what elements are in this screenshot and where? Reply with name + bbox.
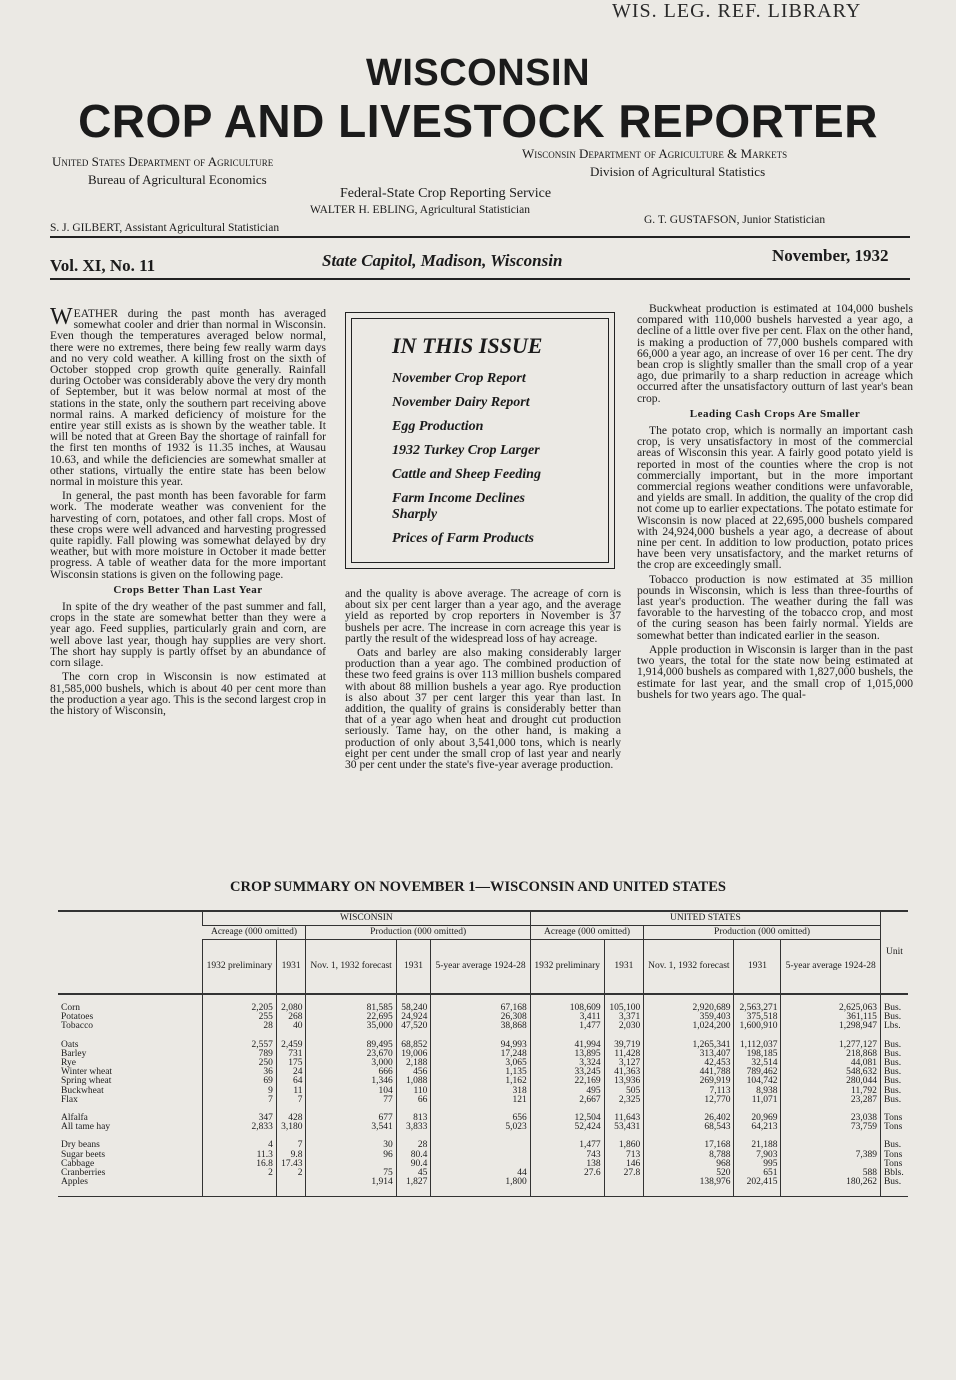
cell-wa31: 64 (276, 1077, 306, 1086)
cell-up31: 2,563,271 (734, 1004, 781, 1013)
crop-table-body (58, 994, 908, 1197)
cell-wavg: 26,308 (431, 1013, 530, 1022)
cell-wa32: 28 (203, 1022, 277, 1031)
cell-uavg: 180,262 (781, 1178, 880, 1187)
cell-uavg: 7,389 (781, 1151, 880, 1160)
cell-wp31: 456 (396, 1068, 431, 1077)
table-row (58, 1096, 908, 1105)
cell-wa31: 9.8 (276, 1151, 306, 1160)
cell-wavg: 318 (431, 1087, 530, 1096)
cell-ua32: 13,895 (530, 1050, 604, 1059)
unit-cell: Tons (880, 1123, 908, 1132)
cell-uavg: 11,792 (781, 1087, 880, 1096)
table-header-row-1 (58, 911, 908, 926)
cell-uavg: 588 (781, 1169, 880, 1178)
issue-item-cattle-sheep: Cattle and Sheep Feeding (392, 467, 541, 482)
cell-ua32: 743 (530, 1151, 604, 1160)
corn-crop-paragraph: The corn crop in Wisconsin is now estimated at 81,585,000 bushels, which is about 40 per cent more than the production a year ago. This is the second largest crop in the history of Wisconsin, (50, 670, 326, 717)
crop-summary-title: CROP SUMMARY ON NOVEMBER 1—WISCONSIN AND UNITED STATES (230, 879, 726, 895)
table-row (58, 1059, 908, 1068)
cell-up31: 32,514 (734, 1059, 781, 1068)
cell-wa31: 7 (276, 1141, 306, 1150)
cash-crops-heading: Leading Cash Crops Are Smaller (689, 407, 861, 420)
statistician-label: WALTER H. EBLING, Agricultural Statistician (310, 204, 530, 216)
cell-ua32: 138 (530, 1160, 604, 1169)
cell-ua32: 41,994 (530, 1041, 604, 1050)
us-acreage-header: Acreage (000 omitted) (530, 926, 643, 940)
cell-wa32: 347 (203, 1114, 277, 1123)
cell-ua32: 1,477 (530, 1022, 604, 1031)
cell-ua32: 495 (530, 1087, 604, 1096)
wi-production-header: Production (000 omitted) (306, 926, 530, 940)
crop-summary-table (58, 910, 908, 1197)
crop-name: Sugar beets (61, 1149, 106, 1160)
table-row (58, 1004, 908, 1013)
cell-wa31: 268 (276, 1013, 306, 1022)
cell-wp31: 47,520 (396, 1022, 431, 1031)
cell-wa32: 16.8 (203, 1160, 277, 1169)
cell-wa32: 36 (203, 1068, 277, 1077)
unit-cell: Tons (880, 1151, 908, 1160)
cell-wavg (431, 1151, 530, 1160)
masthead-rule-top (50, 236, 910, 238)
cell-up31: 1,112,037 (734, 1041, 781, 1050)
unit-cell: Bus. (880, 1178, 908, 1187)
cell-uavg: 73,759 (781, 1123, 880, 1132)
table-row (58, 1123, 908, 1132)
cell-wp32: 96 (306, 1151, 396, 1160)
cell-wa31: 731 (276, 1050, 306, 1059)
cell-up32: 1,265,341 (644, 1041, 734, 1050)
cell-wa31: 428 (276, 1114, 306, 1123)
table-row (58, 1041, 908, 1050)
cell-wavg (431, 1141, 530, 1150)
cell-uavg: 2,625,063 (781, 1004, 880, 1013)
crop-name: Spring wheat (61, 1076, 112, 1087)
crop-name: Barley (61, 1048, 87, 1059)
crop-name: All tame hay (61, 1122, 111, 1133)
table-row (58, 1087, 908, 1096)
cell-wavg: 656 (431, 1114, 530, 1123)
group-spacer (58, 1032, 908, 1041)
cell-up31: 995 (734, 1160, 781, 1169)
library-stamp: WIS. LEG. REF. LIBRARY (612, 0, 862, 22)
cell-wa31: 2,080 (276, 1004, 306, 1013)
cell-up32: 520 (644, 1169, 734, 1178)
cell-uavg: 1,277,127 (781, 1041, 880, 1050)
us-production-avg-header: 5-year average 1924-28 (781, 940, 880, 994)
cell-up31: 11,071 (734, 1096, 781, 1105)
cell-wa32: 69 (203, 1077, 277, 1086)
cell-wa32: 9 (203, 1087, 277, 1096)
cell-wa31: 2 (276, 1169, 306, 1178)
cell-wa32: 2,557 (203, 1041, 277, 1050)
unit-cell: Bus. (880, 1004, 908, 1013)
cell-up31: 8,938 (734, 1087, 781, 1096)
group-spacer (58, 1105, 908, 1114)
cell-wp31: 3,833 (396, 1123, 431, 1132)
cell-wa31: 17.43 (276, 1160, 306, 1169)
unit-cell: Bus. (880, 1087, 908, 1096)
issue-item-turkey-crop: 1932 Turkey Crop Larger (392, 443, 540, 458)
table-end (58, 1187, 908, 1197)
cell-up32: 138,976 (644, 1178, 734, 1187)
cell-ua32: 33,245 (530, 1068, 604, 1077)
cell-uavg: 23,287 (781, 1096, 880, 1105)
drop-cap: W (50, 304, 73, 330)
cell-wp32: 3,541 (306, 1123, 396, 1132)
cell-ua31: 11,428 (604, 1050, 644, 1059)
cell-up32: 269,919 (644, 1077, 734, 1086)
wisconsin-dept-label: Wisconsin Department of Agriculture & Markets (522, 146, 788, 161)
unit-cell: Bbls. (880, 1169, 908, 1178)
cell-wp32: 1,346 (306, 1077, 396, 1086)
cell-wa31: 7 (276, 1096, 306, 1105)
location-line: State Capitol, Madison, Wisconsin (322, 251, 563, 270)
cell-wp31: 1,088 (396, 1077, 431, 1086)
issue-item-crop-report: November Crop Report (392, 371, 526, 386)
cell-ua31: 105,100 (604, 1004, 644, 1013)
cell-wavg: 3,065 (431, 1059, 530, 1068)
cell-wp32: 89,495 (306, 1041, 396, 1050)
title-line-1: WISCONSIN (365, 52, 591, 94)
crop-name: Potatoes (61, 1012, 94, 1023)
wi-acreage-header: Acreage (000 omitted) (203, 926, 306, 940)
cell-up31: 375,518 (734, 1013, 781, 1022)
cell-wa32: 255 (203, 1013, 277, 1022)
crop-name: Apples (61, 1177, 88, 1188)
table-row (58, 1151, 908, 1160)
cell-wp31: 66 (396, 1096, 431, 1105)
table-row (58, 1050, 908, 1059)
table-row (58, 1141, 908, 1150)
cell-wa31 (276, 1178, 306, 1187)
cell-ua31: 713 (604, 1151, 644, 1160)
cell-wa31: 3,180 (276, 1123, 306, 1132)
us-production-1931-header: 1931 (734, 940, 781, 994)
crop-name: Corn (61, 1002, 80, 1013)
cell-wavg: 1,135 (431, 1068, 530, 1077)
wisconsin-header: WISCONSIN (203, 911, 531, 926)
cell-uavg: 548,632 (781, 1068, 880, 1077)
cell-ua31 (604, 1178, 644, 1187)
cell-wavg: 1,800 (431, 1178, 530, 1187)
cell-wp31: 2,188 (396, 1059, 431, 1068)
unit-cell: Lbs. (880, 1022, 908, 1031)
cell-ua31: 13,936 (604, 1077, 644, 1086)
cell-up32: 12,770 (644, 1096, 734, 1105)
united-states-header: UNITED STATES (530, 911, 880, 926)
crop-name: Tobacco (61, 1021, 94, 1032)
unit-header: Unit (880, 911, 908, 994)
cell-wavg: 17,248 (431, 1050, 530, 1059)
cell-up32: 441,788 (644, 1068, 734, 1077)
corn-quality-paragraph: and the quality is above average. The acreage of corn is about six per cent larger than a year ago, and the average yield as reported by crop reporters in November is 37 bushels per acre. The increase in corn acreage this year is partly the result of the widespread loss of hay acreage. (345, 587, 621, 645)
cell-wp31: 80.4 (396, 1151, 431, 1160)
cell-wavg: 38,868 (431, 1022, 530, 1031)
cell-up31: 64,213 (734, 1123, 781, 1132)
group-spacer (58, 1132, 908, 1141)
cell-ua31: 505 (604, 1087, 644, 1096)
in-this-issue-box (345, 312, 615, 569)
crops-better-heading: Crops Better Than Last Year (113, 583, 263, 596)
cell-ua31: 2,325 (604, 1096, 644, 1105)
cell-up31: 198,185 (734, 1050, 781, 1059)
cell-up32: 42,453 (644, 1059, 734, 1068)
cell-ua32: 108,609 (530, 1004, 604, 1013)
cell-wp32: 104 (306, 1087, 396, 1096)
cell-uavg: 23,038 (781, 1114, 880, 1123)
issue-item-dairy-report: November Dairy Report (392, 395, 530, 410)
cell-up31: 789,462 (734, 1068, 781, 1077)
unit-cell: Bus. (880, 1013, 908, 1022)
cell-wp31: 58,240 (396, 1004, 431, 1013)
cell-ua32: 3,324 (530, 1059, 604, 1068)
cell-up32: 8,788 (644, 1151, 734, 1160)
cell-wa32: 11.3 (203, 1151, 277, 1160)
column-2 (345, 588, 621, 773)
cell-wa31: 40 (276, 1022, 306, 1031)
cell-wavg: 67,168 (431, 1004, 530, 1013)
cell-wp32: 23,670 (306, 1050, 396, 1059)
cell-ua32: 27.6 (530, 1169, 604, 1178)
cell-wavg: 5,023 (431, 1123, 530, 1132)
farm-work-paragraph: In general, the past month has been favorable for farm work. The moderate weather was convenient for the harvesting of corn, potatoes, and other fall crops. Most of these crops were well advanced and harvesting progressed quite rapidly. Fall plowing was somewhat delayed by dry weather, but with more moisture in October it made better progress. A table of weather data for the more important Wisconsin stations is given on the following page. (50, 489, 326, 581)
cell-wavg: 121 (431, 1096, 530, 1105)
issue-item-egg-production: Egg Production (392, 419, 484, 434)
cell-wp31: 68,852 (396, 1041, 431, 1050)
masthead-rule-bottom (50, 278, 910, 280)
unit-cell: Bus. (880, 1041, 908, 1050)
table-row (58, 1013, 908, 1022)
volume-number: Vol. XI, No. 11 (50, 256, 156, 275)
column-3 (637, 303, 913, 703)
table-row (58, 1169, 908, 1178)
table-row (58, 1077, 908, 1086)
crop-name: Cranberries (61, 1167, 106, 1178)
issue-item-prices: Prices of Farm Products (392, 531, 534, 546)
apple-paragraph: Apple production in Wisconsin is larger than in the past two years, the total for the state now being estimated at 1,914,000 bushels as compared with 1,827,000 bushels, the estimate for last year, and the small crop of 1,015,000 bushels for two years ago. The qual- (637, 642, 913, 701)
cell-wa31: 175 (276, 1059, 306, 1068)
assistant-statistician-label: S. J. GILBERT, Assistant Agricultural Statistician (50, 222, 280, 234)
us-acreage-1932-header: 1932 preliminary (530, 940, 604, 994)
cell-wa32: 4 (203, 1141, 277, 1150)
cell-wp32: 77 (306, 1096, 396, 1105)
potato-paragraph: The potato crop, which is normally an important cash crop, is very unsatisfactory in most of the commercial areas of Wisconsin this year. A fairly good potato yield is reported in most of the counties where the crop is not commercially important, but in the more important commercial regions weather conditions were unfavorable, and yields are small. In addition, the quality of the crop did not come up to earlier expectations. The potato estimate for Wisconsin is now placed at 22,695,000 bushels compared with 24,924,000 bushels a year ago, a decrease of about nine per cent. In addition to low production, potato prices have been very unsatisfactory, and the market returns of the crop are exceedingly small. (637, 424, 914, 572)
cell-wp32: 30 (306, 1141, 396, 1150)
crop-name: Rye (61, 1057, 76, 1068)
cell-ua31: 27.8 (604, 1169, 644, 1178)
cell-ua32 (530, 1178, 604, 1187)
table-row (58, 1022, 908, 1031)
cell-ua31: 53,431 (604, 1123, 644, 1132)
bureau-label: Bureau of Agricultural Economics (88, 172, 267, 187)
cell-wa32: 7 (203, 1096, 277, 1105)
wi-acreage-1931-header: 1931 (276, 940, 306, 994)
column-1 (50, 304, 326, 719)
crop-name: Flax (61, 1094, 78, 1105)
cell-wa32: 250 (203, 1059, 277, 1068)
cell-wavg: 94,993 (431, 1041, 530, 1050)
cell-wp31: 1,827 (396, 1178, 431, 1187)
cell-wp31: 24,924 (396, 1013, 431, 1022)
unit-cell: Bus. (880, 1096, 908, 1105)
in-this-issue-title: IN THIS ISSUE (392, 333, 543, 358)
division-label: Division of Agricultural Statistics (590, 164, 766, 179)
cell-ua31: 3,371 (604, 1013, 644, 1022)
cell-wa32 (203, 1178, 277, 1187)
cell-wp31: 45 (396, 1169, 431, 1178)
cell-up31: 651 (734, 1169, 781, 1178)
cell-up32: 968 (644, 1160, 734, 1169)
issue-item-farm-income: Farm Income Declines Sharply (392, 491, 525, 522)
wi-production-1932-header: Nov. 1, 1932 forecast (306, 940, 396, 994)
unit-cell: Bus. (880, 1050, 908, 1059)
cell-wa32: 2,205 (203, 1004, 277, 1013)
us-production-header: Production (000 omitted) (644, 926, 881, 940)
table-row (58, 1114, 908, 1123)
cell-wa31: 2,459 (276, 1041, 306, 1050)
cell-up31: 20,969 (734, 1114, 781, 1123)
cell-wp31: 19,006 (396, 1050, 431, 1059)
cell-wa31: 24 (276, 1068, 306, 1077)
cell-wp31: 28 (396, 1141, 431, 1150)
cell-ua32: 52,424 (530, 1123, 604, 1132)
cell-wa31: 11 (276, 1087, 306, 1096)
cell-ua31: 11,643 (604, 1114, 644, 1123)
cell-wp32: 666 (306, 1068, 396, 1077)
us-production-1932-header: Nov. 1, 1932 forecast (644, 940, 734, 994)
wi-production-1931-header: 1931 (396, 940, 431, 994)
crop-name: Buckwheat (61, 1085, 104, 1096)
cell-up32: 2,920,689 (644, 1004, 734, 1013)
unit-cell: Bus. (880, 1141, 908, 1150)
cell-wp31: 813 (396, 1114, 431, 1123)
cell-up32: 359,403 (644, 1013, 734, 1022)
unit-cell: Bus. (880, 1077, 908, 1086)
crops-better-paragraph: In spite of the dry weather of the past summer and fall, crops in the state are somewhat better than they were a year ago. Feed supplies, particularly grain and corn, are well above last year, though hay supplies are very short. The short hay supply is partly offset by an abundance of corn silage. (50, 600, 326, 670)
cell-ua32: 2,667 (530, 1096, 604, 1105)
unit-cell: Bus. (880, 1059, 908, 1068)
crop-column-header (58, 911, 203, 994)
cell-ua31: 2,030 (604, 1022, 644, 1031)
unit-cell: Tons (880, 1160, 908, 1169)
cell-ua32: 1,477 (530, 1141, 604, 1150)
cell-up32: 7,113 (644, 1087, 734, 1096)
cell-ua31: 3,127 (604, 1059, 644, 1068)
cell-uavg: 361,115 (781, 1013, 880, 1022)
cell-wa32: 789 (203, 1050, 277, 1059)
us-acreage-1931-header: 1931 (604, 940, 644, 994)
issue-date: November, 1932 (772, 246, 889, 265)
cell-up31: 1,600,910 (734, 1022, 781, 1031)
cell-wp32: 35,000 (306, 1022, 396, 1031)
crop-name: Cabbage (61, 1158, 95, 1169)
cell-wp32: 22,695 (306, 1013, 396, 1022)
wi-production-avg-header: 5-year average 1924-28 (431, 940, 530, 994)
cell-up32: 26,402 (644, 1114, 734, 1123)
tobacco-paragraph: Tobacco production is now estimated at 35 million pounds in Wisconsin, which is less than three-fourths of last year's production. The weather during the fall was favorable to the harvesting of the tobacco crop, and most of the curing season has been fairly normal. Yields are somewhat better than indicated earlier in the season. (637, 572, 913, 642)
cell-uavg: 44,081 (781, 1059, 880, 1068)
cell-uavg: 280,044 (781, 1077, 880, 1086)
cell-up32: 1,024,200 (644, 1022, 734, 1031)
service-label: Federal-State Crop Reporting Service (340, 186, 552, 201)
cell-uavg: 218,868 (781, 1050, 880, 1059)
group-spacer (58, 995, 908, 1004)
crop-name: Oats (61, 1039, 79, 1050)
cell-wp32: 81,585 (306, 1004, 396, 1013)
crop-name: Dry beans (61, 1140, 100, 1151)
oats-barley-paragraph: Oats and barley are also making considerably larger production than a year ago. The combined production of these two feed grains is over 113 million bushels compared with about 88 million bushels a year ago. Rye production is also about 37 per cent larger this year than last. In addition, the quality of grains is considerably better than that of a year ago when heat and drought cut production seriously. Tame hay, on the other hand, is making a production of only about 3,541,000 tons, which is nearly eight per cent under the small crop of last year and nearly 30 per cent under the state's five-year average production. (345, 646, 621, 772)
cell-ua32: 12,504 (530, 1114, 604, 1123)
cell-wavg (431, 1160, 530, 1169)
table-row (58, 1068, 908, 1077)
cell-ua32: 22,169 (530, 1077, 604, 1086)
cell-ua31: 39,719 (604, 1041, 644, 1050)
cell-up32: 313,407 (644, 1050, 734, 1059)
cell-wp32: 3,000 (306, 1059, 396, 1068)
cell-wavg: 44 (431, 1169, 530, 1178)
cell-up31: 21,188 (734, 1141, 781, 1150)
cell-ua32: 3,411 (530, 1013, 604, 1022)
cell-up31: 7,903 (734, 1151, 781, 1160)
unit-cell: Tons (880, 1114, 908, 1123)
crop-name: Winter wheat (61, 1067, 113, 1078)
cell-wavg: 1,162 (431, 1077, 530, 1086)
cell-wp32: 677 (306, 1114, 396, 1123)
cell-up31: 202,415 (734, 1178, 781, 1187)
junior-statistician-label: G. T. GUSTAFSON, Junior Statistician (644, 214, 826, 226)
cell-wa32: 2,833 (203, 1123, 277, 1132)
cell-ua31: 41,363 (604, 1068, 644, 1077)
cell-wp32: 75 (306, 1169, 396, 1178)
buckwheat-paragraph: Buckwheat production is estimated at 104,000 bushels compared with 110,000 bushels harvested a year ago, a decline of a little over five per cent. Flax on the other hand, is making a production of 77,000 bushels compared with 66,000 a year ago, an increase of over 16 per cent. The dry bean crop is slightly smaller than the small crop of a year ago, due primarily to a sharp reduction in acreage which occurred after the unsatisfactory outturn of last year's bean crop. (637, 302, 913, 405)
cell-up32: 68,543 (644, 1123, 734, 1132)
weather-paragraph: WEATHER during the past month has averaged somewhat cooler and drier than normal in Wisconsin. Even though the temperatures averaged below normal, there were no extremes, there being few really warm days and no very cold weather. A killing frost on the sixth of October stopped crop growth quite generally. Rainfall during October was considerably above the very dry month of September, but it was below normal at most of the stations in the state, only the southern part receiving above normal rains. A marked deficiency of moisture for the entire year still exists as is shown by the weather table. It will be noted that at Green Bay the shortage of rainfall for the first ten months of 1932 is 11.35 inches, at Wausau 10.63, and while the deficiencies are somewhat smaller at other stations, virtually the entire state has been below normal in moisture this year. (50, 304, 326, 489)
title-line-2: CROP AND LIVESTOCK REPORTER (78, 95, 878, 147)
cell-wp31: 110 (396, 1087, 431, 1096)
cell-ua31: 146 (604, 1160, 644, 1169)
cell-up31: 104,742 (734, 1077, 781, 1086)
cell-ua31: 1,860 (604, 1141, 644, 1150)
cell-uavg: 1,298,947 (781, 1022, 880, 1031)
crop-name: Alfalfa (61, 1112, 88, 1123)
table-row (58, 1178, 908, 1187)
usda-label: United States Department of Agriculture (52, 154, 274, 169)
cell-up32: 17,168 (644, 1141, 734, 1150)
unit-cell: Bus. (880, 1068, 908, 1077)
table-row (58, 1160, 908, 1169)
cell-wp31: 90.4 (396, 1160, 431, 1169)
cell-wa32: 2 (203, 1169, 277, 1178)
wi-acreage-1932-header: 1932 preliminary (203, 940, 277, 994)
cell-wp32: 1,914 (306, 1178, 396, 1187)
